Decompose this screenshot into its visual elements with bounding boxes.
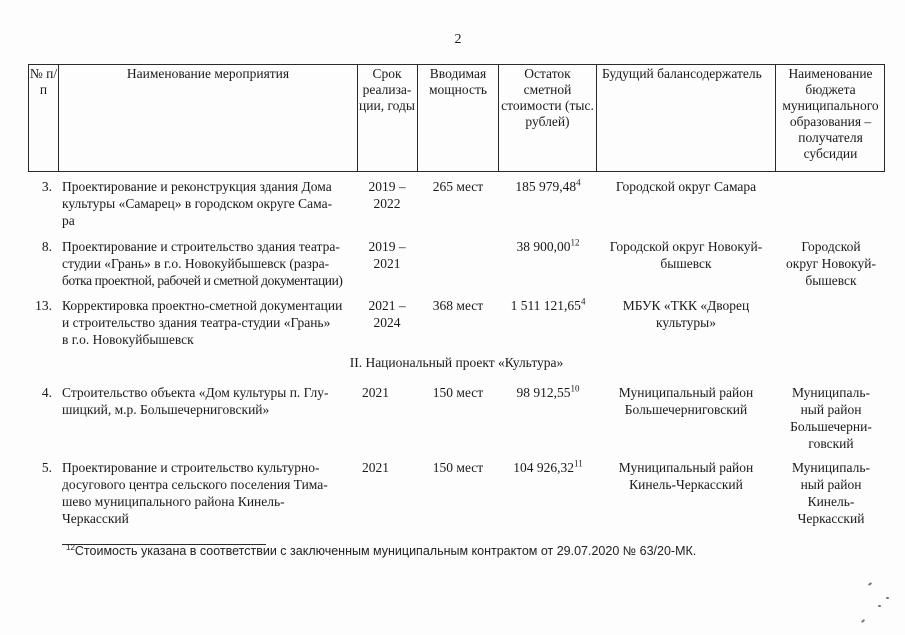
- row-term: 2019 – 2021: [368, 239, 406, 271]
- header-budget: Наименование бюджета муниципального образования – получателя субсидии: [782, 66, 879, 161]
- row-remainder: 38 900,00$^{12}$: [516, 237, 580, 254]
- column-divider: [498, 64, 499, 172]
- row-num: 13.: [35, 298, 52, 313]
- column-divider: [357, 64, 358, 172]
- row-capacity: 150 мест: [432, 385, 484, 400]
- row-remainder: 1 511 121,65$^4$: [510, 296, 586, 313]
- row-remainder: 185 979,48$^4$: [515, 177, 581, 194]
- scan-speck: [886, 597, 889, 599]
- header-name: Наименование мероприятия: [126, 66, 290, 81]
- header-holder: Будущий балансодержатель: [602, 66, 762, 81]
- row-name: Строительство объекта «Дом культуры п. Глу- шицкий, м.р. Большечерниговский»: [62, 385, 329, 417]
- scan-speck: [861, 619, 865, 623]
- row-num: 8.: [41, 239, 52, 254]
- header-remainder: Остаток сметной стоимости (тыс. рублей): [501, 66, 594, 129]
- row-name: Проектирование и строительство здания театра- студии «Грань» в г.о. Новокуйбышевск (разра- ботка проектной, рабочей и сметной документации): [62, 239, 343, 288]
- row-term: 2021: [362, 460, 389, 475]
- row-budget: Муниципаль- ный район Большечерни- говский: [790, 385, 872, 451]
- row-term: 2021: [362, 385, 389, 400]
- row-name: Проектирование и строительство культурно- досугового центра сельского поселения Тима- шево муниципального района Кинель- Черкасский: [62, 460, 328, 526]
- row-capacity: 368 мест: [432, 298, 484, 313]
- row-name: Корректировка проектно-сметной документации и строительство здания театра-студии «Грань» в г.о. Новокуйбышевск: [62, 298, 343, 347]
- row-holder: МБУК «ТКК «Дворец культуры»: [622, 298, 750, 330]
- row-capacity: 150 мест: [432, 460, 484, 475]
- footnote: $^{12}$Стоимость указана в соответствии с заключенным муниципальным контрактом от 29.07.2020 № 63/20-МК.: [66, 542, 697, 558]
- header-capacity: Вводимая мощность: [428, 66, 488, 97]
- row-name: Проектирование и реконструкция здания Дома культуры «Самарец» в городском округе Сама- ра: [62, 179, 333, 228]
- row-holder: Городской округ Новокуй- бышевск: [609, 239, 763, 271]
- column-divider: [596, 64, 597, 172]
- row-budget: Муниципаль- ный район Кинель- Черкасский: [791, 460, 871, 526]
- row-capacity: 265 мест: [432, 179, 484, 194]
- page-number: 2: [454, 32, 462, 47]
- row-term: 2021 – 2024: [368, 298, 406, 330]
- row-budget: Городской округ Новокуй- бышевск: [786, 239, 876, 288]
- header-num: № п/п: [29, 66, 58, 97]
- header-term: Срок реализа-ции, годы: [359, 66, 415, 113]
- row-num: 3.: [41, 179, 52, 194]
- row-term: 2019 – 2022: [368, 179, 406, 211]
- row-num: 4.: [41, 385, 52, 400]
- section-title: II. Национальный проект «Культура»: [349, 355, 564, 370]
- row-num: 5.: [41, 460, 52, 475]
- scan-speck: [878, 605, 881, 607]
- row-remainder: 104 926,32$^{11}$: [513, 458, 583, 475]
- row-holder: Муниципальный район Большечерниговский: [618, 385, 754, 417]
- scan-speck: [868, 582, 872, 586]
- row-remainder: 98 912,55$^{10}$: [516, 383, 580, 400]
- column-divider: [417, 64, 418, 172]
- row-holder: Городской округ Самара: [615, 179, 757, 194]
- row-holder: Муниципальный район Кинель-Черкасский: [618, 460, 754, 492]
